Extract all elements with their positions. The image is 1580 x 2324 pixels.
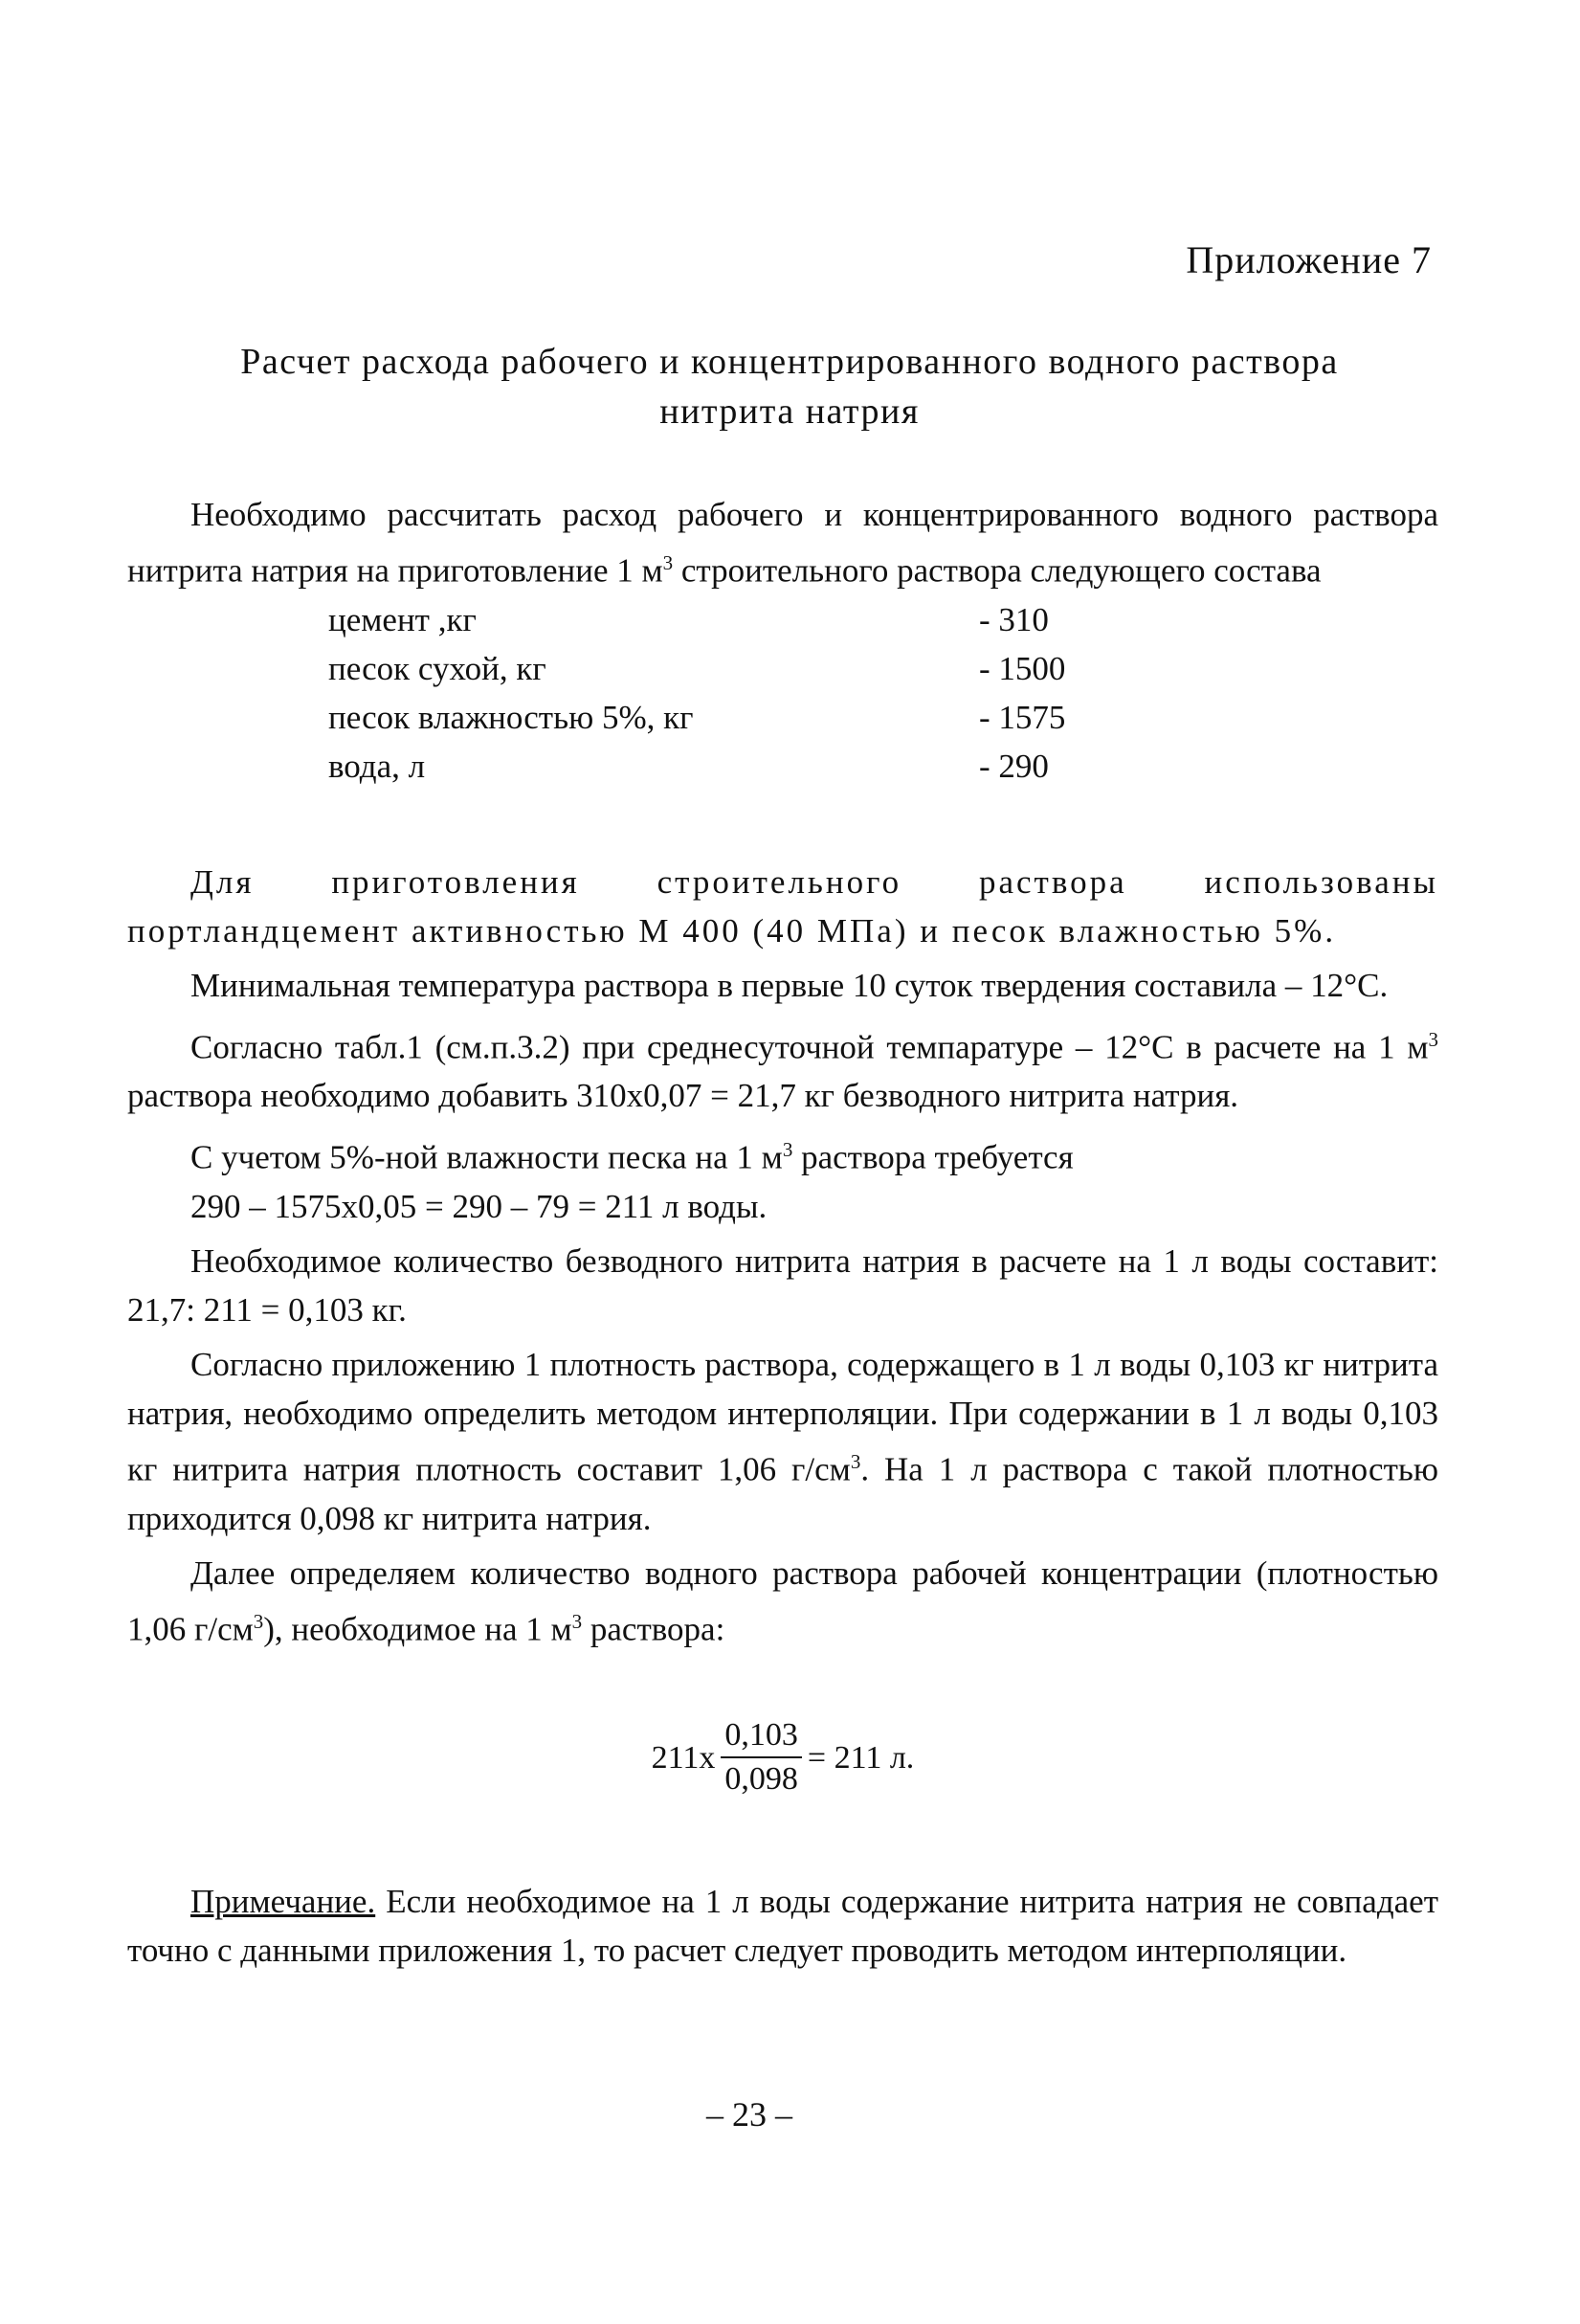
title-line-1: Расчет расхода рабочего и концентрированного водного раствора <box>240 342 1339 382</box>
paragraph-working-solution <box>127 1549 1438 1654</box>
intro-paragraph <box>127 490 1438 595</box>
document-body <box>127 490 1438 1975</box>
formula-fraction <box>721 1714 802 1800</box>
paragraph-temperature: Минимальная температура раствора в первые 10 суток твердения составила – 12°С. <box>190 966 1389 1004</box>
text-part: раствора требуется <box>792 1138 1074 1176</box>
mix-name: цемент ,кг <box>328 600 477 638</box>
formula <box>127 1714 1438 1800</box>
formula-right: = 211 л. <box>807 1739 915 1776</box>
paragraph-additive <box>127 1016 1438 1121</box>
paragraph-nitrite-per-liter: Необходимое количество безводного нитрита натрия в расчете на 1 л воды составит: 21,7: 211 = 0,103 кг. <box>127 1241 1438 1329</box>
text-part: Согласно табл.1 (см.п.3.2) при среднесуточной темпаратуре – 12°С в расчете на 1 м <box>190 1028 1429 1066</box>
mix-name: песок влажностью 5%, кг <box>328 698 694 736</box>
text-part: Далее определяем количество водного раствора рабочей концентрации (плотностью 1,06 г/см <box>127 1553 1438 1648</box>
superscript: 3 <box>850 1449 861 1473</box>
formula-denominator: 0,098 <box>724 1761 798 1798</box>
note-label: Примечание. <box>190 1883 376 1921</box>
mix-row <box>328 693 1237 742</box>
text-part: . На 1 л раствора с такой плотностью приходится 0,098 кг нитрита натрия. <box>127 1450 1438 1537</box>
intro-text-1: Необходимо рассчитать расход рабочего и концентрированного водного раствора нитрита натрия на приготовление 1 м <box>127 496 1438 590</box>
paragraph-moisture <box>127 1126 1438 1182</box>
page-number: – 23 – <box>706 2095 792 2134</box>
mix-name: вода, л <box>328 747 426 785</box>
note-text: Если необходимое на 1 л воды содержание нитрита натрия не совпадает точно с данными приложения 1, то расчет следует проводить методом интерполяции. <box>127 1883 1438 1970</box>
mix-name: песок сухой, кг <box>328 649 546 687</box>
text-part: ), необходимое на 1 м <box>263 1610 572 1648</box>
mix-row <box>328 742 1237 791</box>
document-title <box>134 337 1445 436</box>
intro-sup: 3 <box>662 551 674 574</box>
text-part: раствора: <box>582 1610 725 1648</box>
text-part: С учетом 5%-ной влажности песка на 1 м <box>190 1138 783 1176</box>
superscript: 3 <box>253 1609 264 1633</box>
mix-row <box>328 595 1237 644</box>
appendix-label: Приложение 7 <box>1186 238 1432 281</box>
mix-value: - 290 <box>979 747 1049 785</box>
paragraph-water-calc: 290 – 1575х0,05 = 290 – 79 = 211 л воды. <box>190 1187 768 1225</box>
superscript: 3 <box>571 1609 583 1633</box>
paragraph-density <box>127 1340 1438 1543</box>
text-part: Согласно приложению 1 плотность раствора, содержащего в 1 л воды 0,103 кг нитрита натрия, необходимо определить методом интерполяции. При содержании в 1 л воды 0,103 кг нитрита натрия плотность составит 1,06 г/см <box>127 1345 1438 1488</box>
intro-text-2: строительного раствора следующего состава <box>673 551 1322 590</box>
note-paragraph <box>127 1877 1438 1975</box>
paragraph-materials: Для приготовления строительного раствора использованы портландцемент активностью М 400 (40 МПа) и песок влажностью 5%. <box>127 862 1438 950</box>
mix-composition-list <box>328 595 1237 791</box>
text-part: раствора необходимо добавить 310х0,07 = 21,7 кг безводного нитрита натрия. <box>127 1077 1239 1115</box>
mix-row <box>328 644 1237 693</box>
mix-value: - 1500 <box>979 649 1066 687</box>
formula-numerator: 0,103 <box>721 1714 802 1758</box>
mix-value: - 1575 <box>979 698 1066 736</box>
formula-left: 211х <box>651 1739 716 1776</box>
mix-value: - 310 <box>979 600 1049 638</box>
superscript: 3 <box>1428 1027 1438 1051</box>
title-line-2: нитрита натрия <box>659 391 920 432</box>
superscript: 3 <box>782 1138 793 1162</box>
